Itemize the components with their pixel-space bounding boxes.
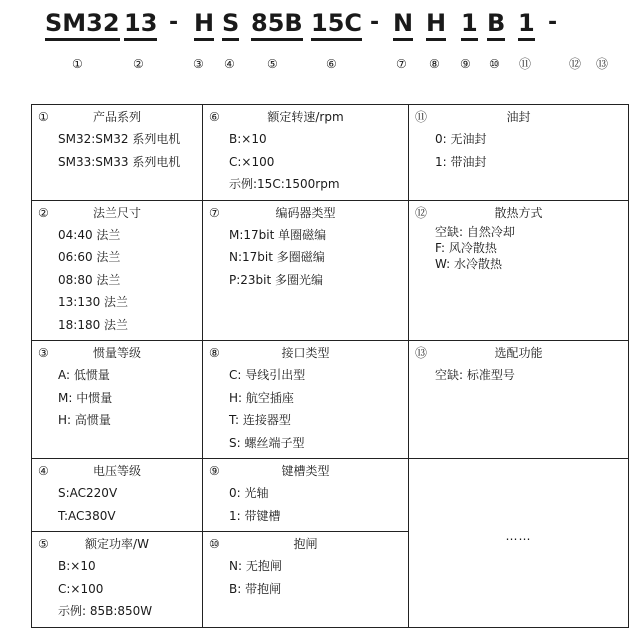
spec-line: B:×10 (229, 132, 267, 146)
spec-cell-more (409, 459, 629, 628)
spec-line: SM32:SM32 系列电机 (58, 132, 181, 146)
code-series: SM32 (45, 6, 120, 41)
code-power: 85B (251, 6, 303, 41)
position-number: ⑨ (460, 57, 471, 71)
spec-line: 18:180 法兰 (58, 317, 129, 332)
spec-line: 1: 带键槽 (229, 508, 281, 523)
spec-line: N: 无抱闸 (229, 559, 282, 573)
section-title: 额定转速/rpm (267, 110, 344, 124)
section-title: 键槽类型 (281, 464, 330, 478)
code-inertia: H (194, 6, 214, 41)
code-brake: B (487, 6, 505, 41)
position-number: ⑤ (267, 57, 278, 71)
section-title: 选配功能 (494, 346, 543, 360)
spec-line: H: 航空插座 (229, 390, 294, 405)
spec-cell-rated-speed (203, 105, 409, 201)
spec-cell-optional-features (409, 341, 629, 459)
section-title: 抱闸 (293, 537, 318, 551)
section-title: 散热方式 (494, 205, 543, 220)
spec-line: 空缺: 标准型号 (435, 368, 515, 382)
position-number: ⑥ (326, 57, 337, 71)
section-title: 油封 (506, 110, 531, 124)
spec-line: S: 螺丝端子型 (229, 435, 305, 450)
spec-line: C:×100 (58, 581, 104, 596)
position-number: ① (72, 57, 83, 71)
spec-line: S:AC220V (58, 486, 118, 500)
section-number: ② (38, 205, 49, 220)
model-spec-table (31, 104, 629, 628)
code-flange: 13 (124, 6, 157, 41)
spec-cell-oil-seal (409, 105, 629, 201)
position-number: ② (133, 57, 144, 71)
code-separator: - (548, 10, 558, 35)
spec-line: 13:130 法兰 (58, 295, 129, 309)
section-number: ⑨ (209, 464, 220, 478)
more-ellipsis: …… (505, 529, 532, 543)
spec-cell-cooling-method (409, 200, 629, 341)
spec-line: 示例: 85B:850W (58, 604, 153, 618)
spec-line: F: 风冷散热 (435, 240, 497, 255)
spec-line: C:×100 (229, 154, 275, 169)
section-number: ⑧ (209, 346, 220, 360)
code-encoder: N (393, 6, 413, 41)
spec-line: C: 导线引出型 (229, 368, 306, 382)
code-keyway: 1 (461, 6, 478, 41)
spec-line: 0: 光轴 (229, 486, 269, 500)
position-number: ⑫ (569, 57, 582, 71)
spec-line: A: 低惯量 (58, 368, 110, 382)
section-title: 编码器类型 (275, 205, 336, 220)
code-oilseal: 1 (518, 6, 535, 41)
spec-line: 06:60 法兰 (58, 250, 121, 264)
spec-cell-encoder-type (203, 200, 409, 341)
spec-line: M:17bit 单圈磁编 (229, 227, 327, 242)
position-number: ⑬ (596, 57, 609, 71)
spec-line: W: 水冷散热 (435, 256, 503, 271)
section-title: 惯量等级 (92, 346, 141, 360)
section-number: ① (38, 110, 49, 124)
section-title: 电压等级 (92, 464, 141, 478)
section-title: 产品系列 (92, 110, 141, 124)
code-interface: H (426, 6, 446, 41)
spec-cell-inertia-level (32, 341, 203, 459)
spec-cell-keyway-type (203, 459, 409, 532)
spec-line: 示例:15C:1500rpm (229, 177, 340, 191)
code-voltage: S (222, 6, 239, 41)
section-number: ⑩ (209, 537, 220, 551)
position-number: ⑪ (519, 57, 532, 71)
spec-line: B: 带抱闸 (229, 581, 282, 596)
spec-line: T: 连接器型 (229, 413, 291, 427)
section-number: ⑫ (415, 205, 428, 220)
spec-line: 空缺: 自然冷却 (435, 224, 515, 239)
spec-cell-rated-power (32, 532, 203, 628)
section-title: 接口类型 (281, 346, 330, 360)
spec-cell-brake (203, 532, 409, 628)
position-number: ③ (193, 57, 204, 71)
position-number: ⑩ (489, 57, 500, 71)
spec-line: B:×10 (58, 559, 96, 573)
section-number: ④ (38, 464, 49, 478)
position-number: ⑧ (429, 57, 440, 71)
spec-line: 08:80 法兰 (58, 272, 121, 287)
section-number: ⑪ (415, 110, 428, 124)
position-number: ④ (224, 57, 235, 71)
spec-line: 1: 带油封 (435, 154, 487, 169)
code-speed: 15C (311, 6, 362, 41)
spec-line: 04:40 法兰 (58, 227, 121, 242)
section-number: ③ (38, 346, 49, 360)
section-number: ⑬ (415, 346, 428, 360)
code-separator: - (370, 10, 380, 35)
spec-line: H: 高惯量 (58, 413, 111, 427)
section-number: ⑥ (209, 110, 220, 124)
position-number: ⑦ (396, 57, 407, 71)
spec-line: 0: 无油封 (435, 132, 487, 146)
spec-line: SM33:SM33 系列电机 (58, 154, 181, 169)
spec-cell-interface-type (203, 341, 409, 459)
spec-cell-flange-size (32, 200, 203, 341)
section-title: 额定功率/W (85, 537, 149, 551)
section-number: ⑤ (38, 537, 49, 551)
section-number: ⑦ (209, 205, 220, 220)
spec-cell-product-series (32, 105, 203, 201)
code-separator: - (169, 10, 179, 35)
spec-line: M: 中惯量 (58, 390, 113, 405)
spec-line: T:AC380V (58, 508, 116, 523)
spec-line: P:23bit 多圈光编 (229, 272, 324, 287)
section-title: 法兰尺寸 (92, 205, 141, 220)
spec-line: N:17bit 多圈磁编 (229, 250, 325, 264)
spec-cell-voltage-level (32, 459, 203, 532)
